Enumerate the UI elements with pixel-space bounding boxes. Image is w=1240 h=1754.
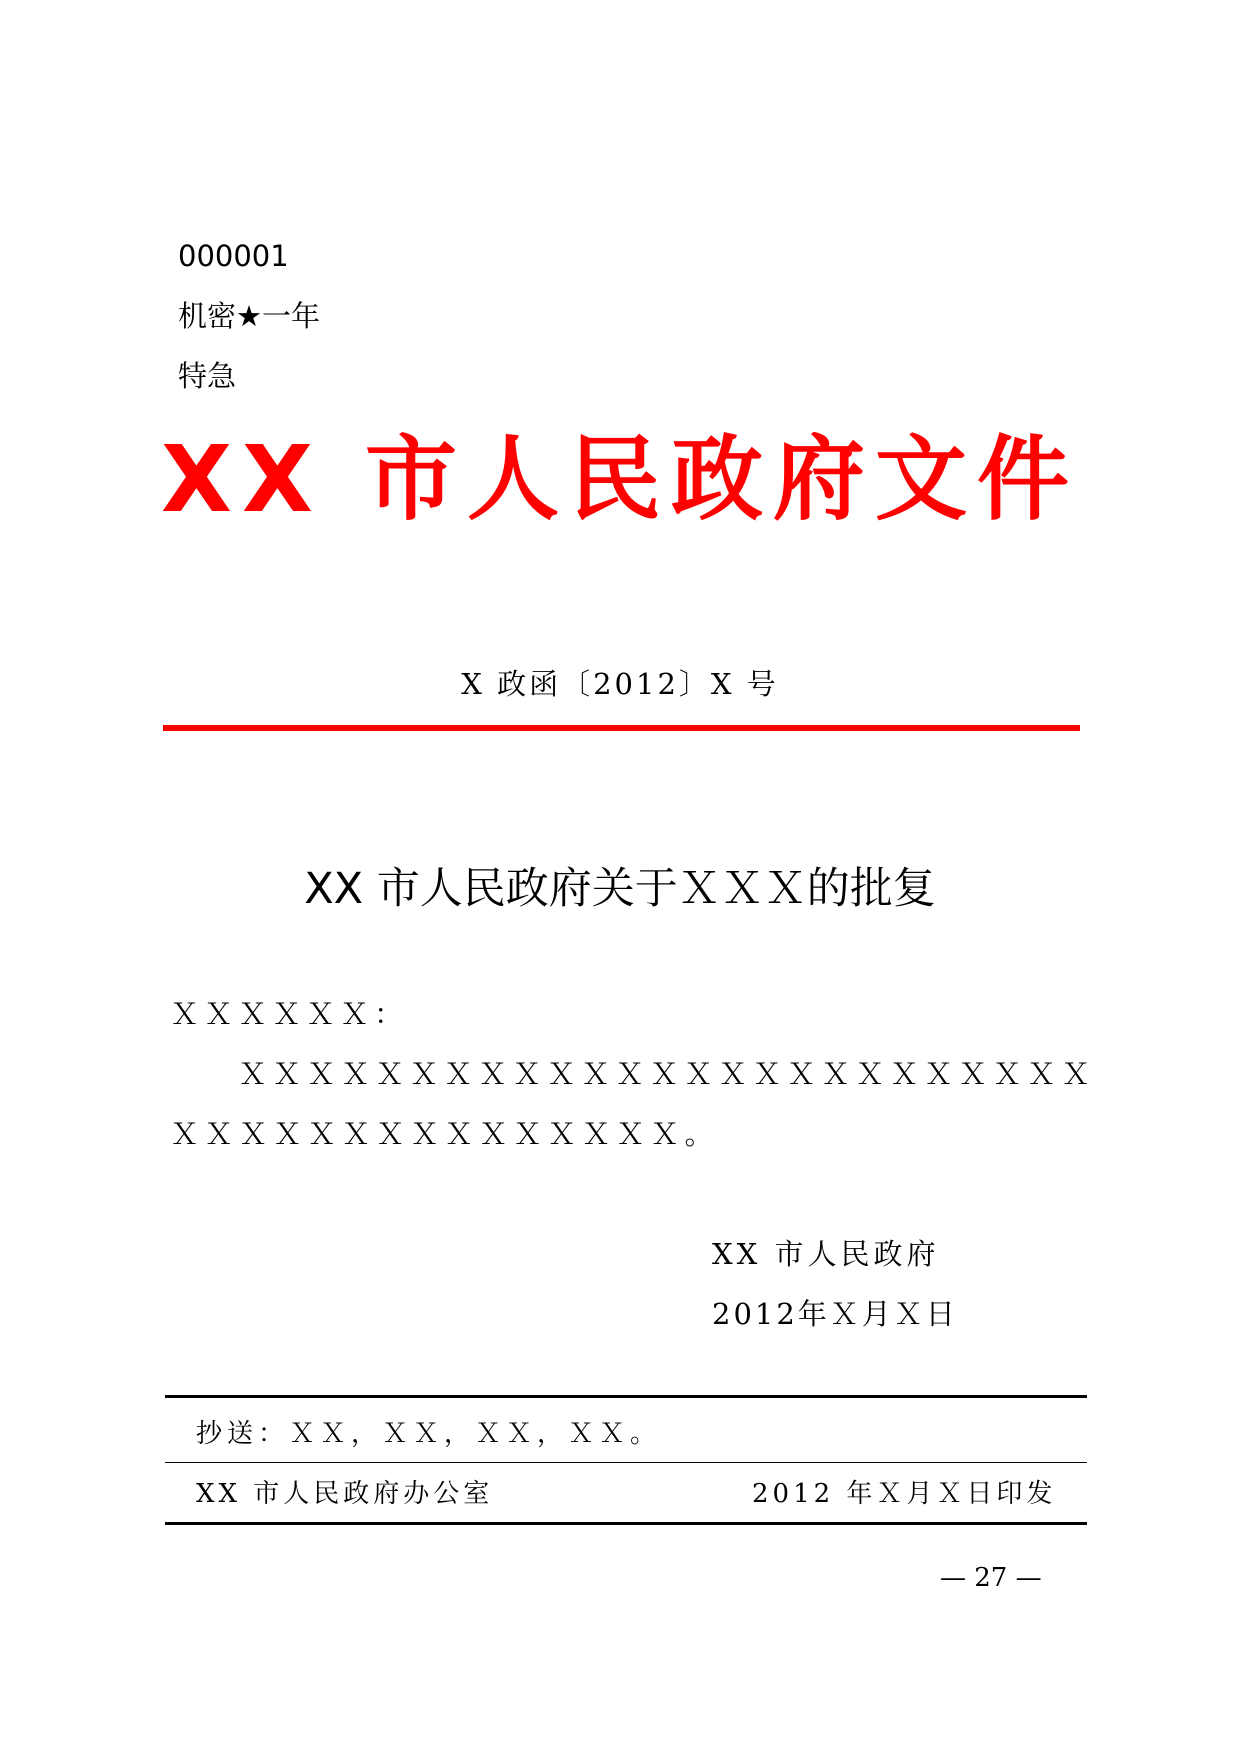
red-separator-line — [163, 725, 1080, 731]
cc-recipients: 抄送：ＸＸ，ＸＸ，ＸＸ，ＸＸ。 — [196, 1419, 662, 1449]
copy-number: 000001 — [178, 239, 289, 273]
document-title: XX 市人民政府关于ＸＸＸ的批复 — [304, 864, 936, 914]
page-number: — 27 — — [940, 1563, 1042, 1593]
signature-date: 2012年Ｘ月Ｘ日 — [712, 1297, 958, 1331]
signature-organization: XX 市人民政府 — [712, 1237, 940, 1271]
body-text-line: ＸＸＸＸＸＸＸＸＸＸＸＸＸＸＸ。 — [170, 1117, 719, 1151]
document-number: X 政函〔2012〕X 号 — [461, 667, 779, 701]
footer-rule-bottom — [165, 1522, 1087, 1525]
secret-level: 机密★一年 — [178, 299, 320, 333]
issuing-office: XX 市人民政府办公室 — [196, 1479, 494, 1509]
footer-rule-top — [165, 1395, 1087, 1398]
issue-date: 2012 年Ｘ月Ｘ日印发 — [752, 1479, 1057, 1509]
urgency-level: 特急 — [178, 359, 237, 393]
salutation: ＸＸＸＸＸＸ： — [170, 997, 409, 1031]
document-masthead: XX 市人民政府文件 — [161, 426, 1079, 533]
body-text-line: ＸＸＸＸＸＸＸＸＸＸＸＸＸＸＸＸＸＸＸＸＸＸＸＸＸ — [238, 1057, 1096, 1091]
footer-rule-middle — [165, 1462, 1087, 1463]
